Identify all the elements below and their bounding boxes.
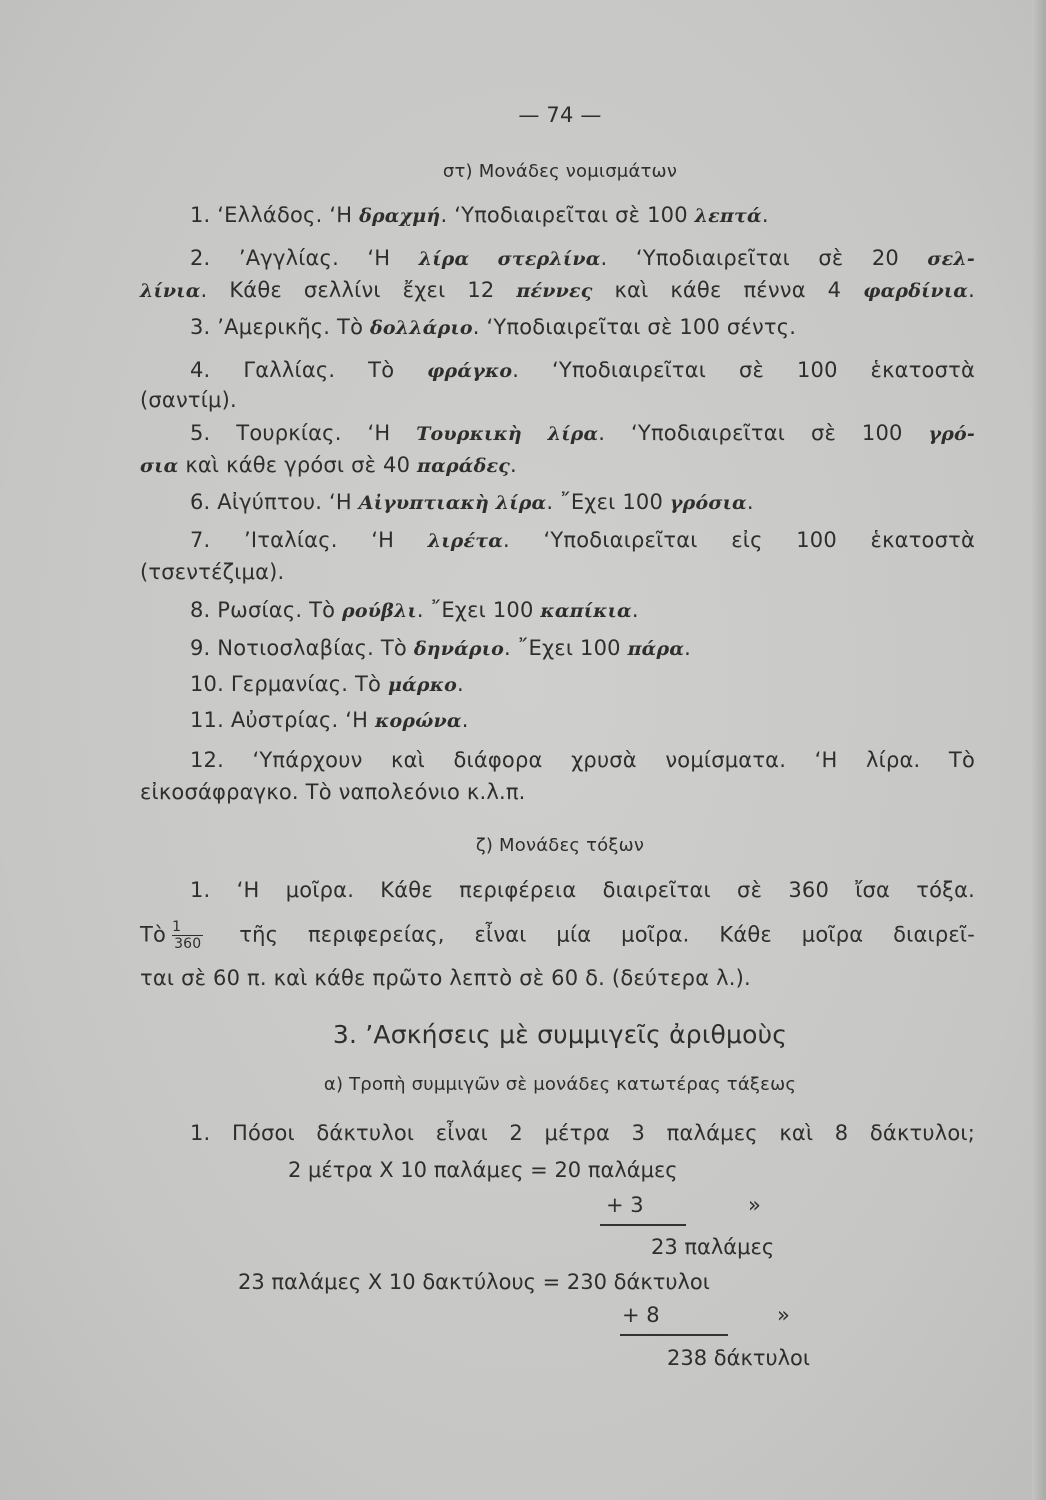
text-run: 5. Τουρκίας. ‘Η [190, 421, 417, 445]
text-line [140, 313, 975, 342]
text-run: 6. Αἰγύπτου. ‘Η [190, 490, 359, 514]
text-run: . [761, 203, 769, 227]
text-line [140, 386, 975, 414]
text-run: . ‘Υποδιαιρεῖται σὲ 100 σέντς. [472, 315, 797, 339]
text-run: Τὸ [140, 922, 167, 947]
italic-term: κορώνα [375, 710, 462, 732]
section-heading [140, 832, 980, 860]
text-run: . [968, 278, 975, 302]
sum-rule-2 [620, 1334, 728, 1336]
text-run: 3. ’Ασκήσεις μὲ συμμιγεῖς ἀριθμοὺς [332, 1020, 788, 1049]
fraction-denominator: 360 [174, 936, 202, 952]
text-run: (τσεντέζιμα). [140, 560, 285, 584]
text-run: 2. ’Αγγλίας. ‘Η [190, 246, 419, 270]
fraction [172, 919, 203, 952]
text-line [140, 244, 975, 273]
section-heading [140, 1071, 980, 1099]
italic-term: μάρκο [387, 674, 458, 696]
text-run: 10. Γερμανίας. Τὸ [190, 672, 388, 696]
italic-term: γρό- [928, 423, 976, 445]
italic-term: λίρα στερλίνα [418, 248, 601, 270]
text-run: ται σὲ 60 π. καὶ κάθε πρῶτο λεπτὸ σὲ 60 δ. (δεύτερα λ.). [140, 966, 751, 990]
text-run: 1. ‘Η μοῖρα. Κάθε περιφέρεια διαιρεῖται σὲ 360 ἴσα τόξα. [190, 878, 975, 902]
text-run: 3. ’Αμερικῆς. Τὸ [190, 315, 371, 339]
text-line [140, 706, 975, 735]
italic-term: πάρα [627, 638, 685, 660]
text-run: 7. ’Ιταλίας. ‘Η [190, 528, 428, 552]
italic-term: λιρέτα [427, 530, 504, 552]
text-run: . [631, 598, 639, 622]
text-run: . ῎Εχει 100 [504, 636, 628, 660]
calc-row-1: 2 μέτρα X 10 παλάμες = 20 παλάμες [288, 1158, 678, 1182]
calc-row-2: 23 παλάμες X 10 δακτύλους = 230 δάκτυλοι [238, 1270, 710, 1294]
text-run: . ‘Υποδιαιρεῖται σὲ 100 ἑκατοστὰ [512, 358, 975, 382]
text-run: στ) Μονάδες νομισμάτων [442, 161, 678, 182]
italic-term: σελ- [927, 248, 975, 270]
italic-term: καπίκια [540, 600, 632, 622]
calc-ditto-2: » [777, 1303, 790, 1327]
calc-add-1: + 3 [606, 1193, 644, 1217]
fraction-numerator: 1 [172, 919, 182, 935]
italic-term: Τουρκικὴ λίρα [416, 423, 599, 445]
text-line [140, 778, 975, 806]
italic-term: λίνια [140, 280, 201, 302]
text-line [140, 201, 975, 230]
text-line [140, 1119, 975, 1147]
page-number: — 74 — [518, 103, 602, 127]
text-line [140, 419, 975, 448]
text-run: . [746, 490, 754, 514]
text-line [140, 634, 975, 663]
calc-ditto-1: » [748, 1193, 761, 1217]
italic-term: Αἰγυπτιακὴ λίρα [358, 492, 547, 514]
text-run: ζ) Μονάδες τόξων [475, 835, 645, 856]
text-run: . [684, 636, 692, 660]
text-run: εἰκοσάφραγκο. Τὸ ναπολεόνιο κ.λ.π. [140, 780, 526, 804]
italic-term: πέννες [516, 280, 593, 302]
text-run: καὶ κάθε πέννα 4 [592, 278, 864, 302]
text-run: . ῎Εχει 100 [546, 490, 670, 514]
text-run: 12. ‘Υπάρχουν καὶ διάφορα χρυσὰ νομίσματα. ‘Η λίρα. Τὸ [190, 748, 975, 772]
text-run: . [457, 672, 464, 696]
text-run: . [510, 453, 517, 477]
italic-term: φράγκο [427, 360, 513, 382]
calc-add-2: + 8 [622, 1303, 660, 1327]
text-line [140, 488, 975, 517]
text-run: α) Τροπὴ συμμιγῶν σὲ μονάδες κατωτέρας τάξεως [323, 1074, 797, 1095]
italic-term: δολλάριο [370, 317, 473, 339]
text-line [140, 276, 975, 305]
italic-term: φαρδίνια [863, 280, 969, 302]
sum-rule-1 [600, 1224, 686, 1226]
text-run: 9. Νοτιοσλαβίας. Τὸ [190, 636, 414, 660]
text-run: . ‘Υποδιαιρεῖται σὲ 100 [440, 203, 695, 227]
text-run: 11. Αὐστρίας. ‘Η [190, 708, 376, 732]
text-run: τῆς περιφερείας, εἶναι μία μοῖρα. Κάθε μοῖρα διαιρεῖ- [239, 922, 975, 947]
text-line [140, 876, 975, 904]
text-line [140, 451, 975, 480]
text-run: 8. Ρωσίας. Τὸ [190, 598, 343, 622]
calc-sum-1: 23 παλάμες [651, 1235, 775, 1259]
text-run: 1. Πόσοι δάκτυλοι εἶναι 2 μέτρα 3 παλάμες καὶ 8 δάκτυλοι; [190, 1121, 975, 1145]
text-run: . [461, 708, 469, 732]
text-line [140, 670, 975, 699]
section-heading [140, 158, 980, 186]
text-run: . ‘Υποδιαιρεῖται σὲ 20 [600, 246, 928, 270]
italic-term: ρούβλι [342, 600, 417, 622]
text-line [140, 526, 975, 555]
text-line [140, 746, 975, 774]
section-heading [140, 1021, 980, 1049]
text-line [140, 558, 975, 586]
text-run: (σαντίμ). [140, 388, 237, 412]
text-run: . Κάθε σελλίνι ἔχει 12 [200, 278, 517, 302]
italic-term: λεπτά [694, 205, 762, 227]
italic-term: δραχμή [359, 205, 441, 227]
text-run: . ῎Εχει 100 [416, 598, 541, 622]
italic-term: παράδες [417, 455, 511, 477]
text-run: . ‘Υποδιαιρεῖται εἰς 100 ἑκατοστὰ [503, 528, 975, 552]
text-run: καὶ κάθε γρόσι σὲ 40 [178, 453, 418, 477]
calc-sum-2: 238 δάκτυλοι [667, 1346, 811, 1370]
italic-term: γρόσια [669, 492, 747, 514]
italic-term: δηνάριο [413, 638, 505, 660]
text-line [140, 356, 975, 385]
text-run: 4. Γαλλίας. Τὸ [190, 358, 428, 382]
text-line [140, 596, 975, 625]
text-run: . ‘Υποδιαιρεῖται σὲ 100 [598, 421, 929, 445]
text-run: 1. ‘Ελλάδος. ‘Η [190, 203, 360, 227]
text-line [140, 964, 975, 992]
page-edge [1032, 0, 1046, 1500]
text-line [140, 919, 975, 952]
italic-term: σια [140, 455, 179, 477]
